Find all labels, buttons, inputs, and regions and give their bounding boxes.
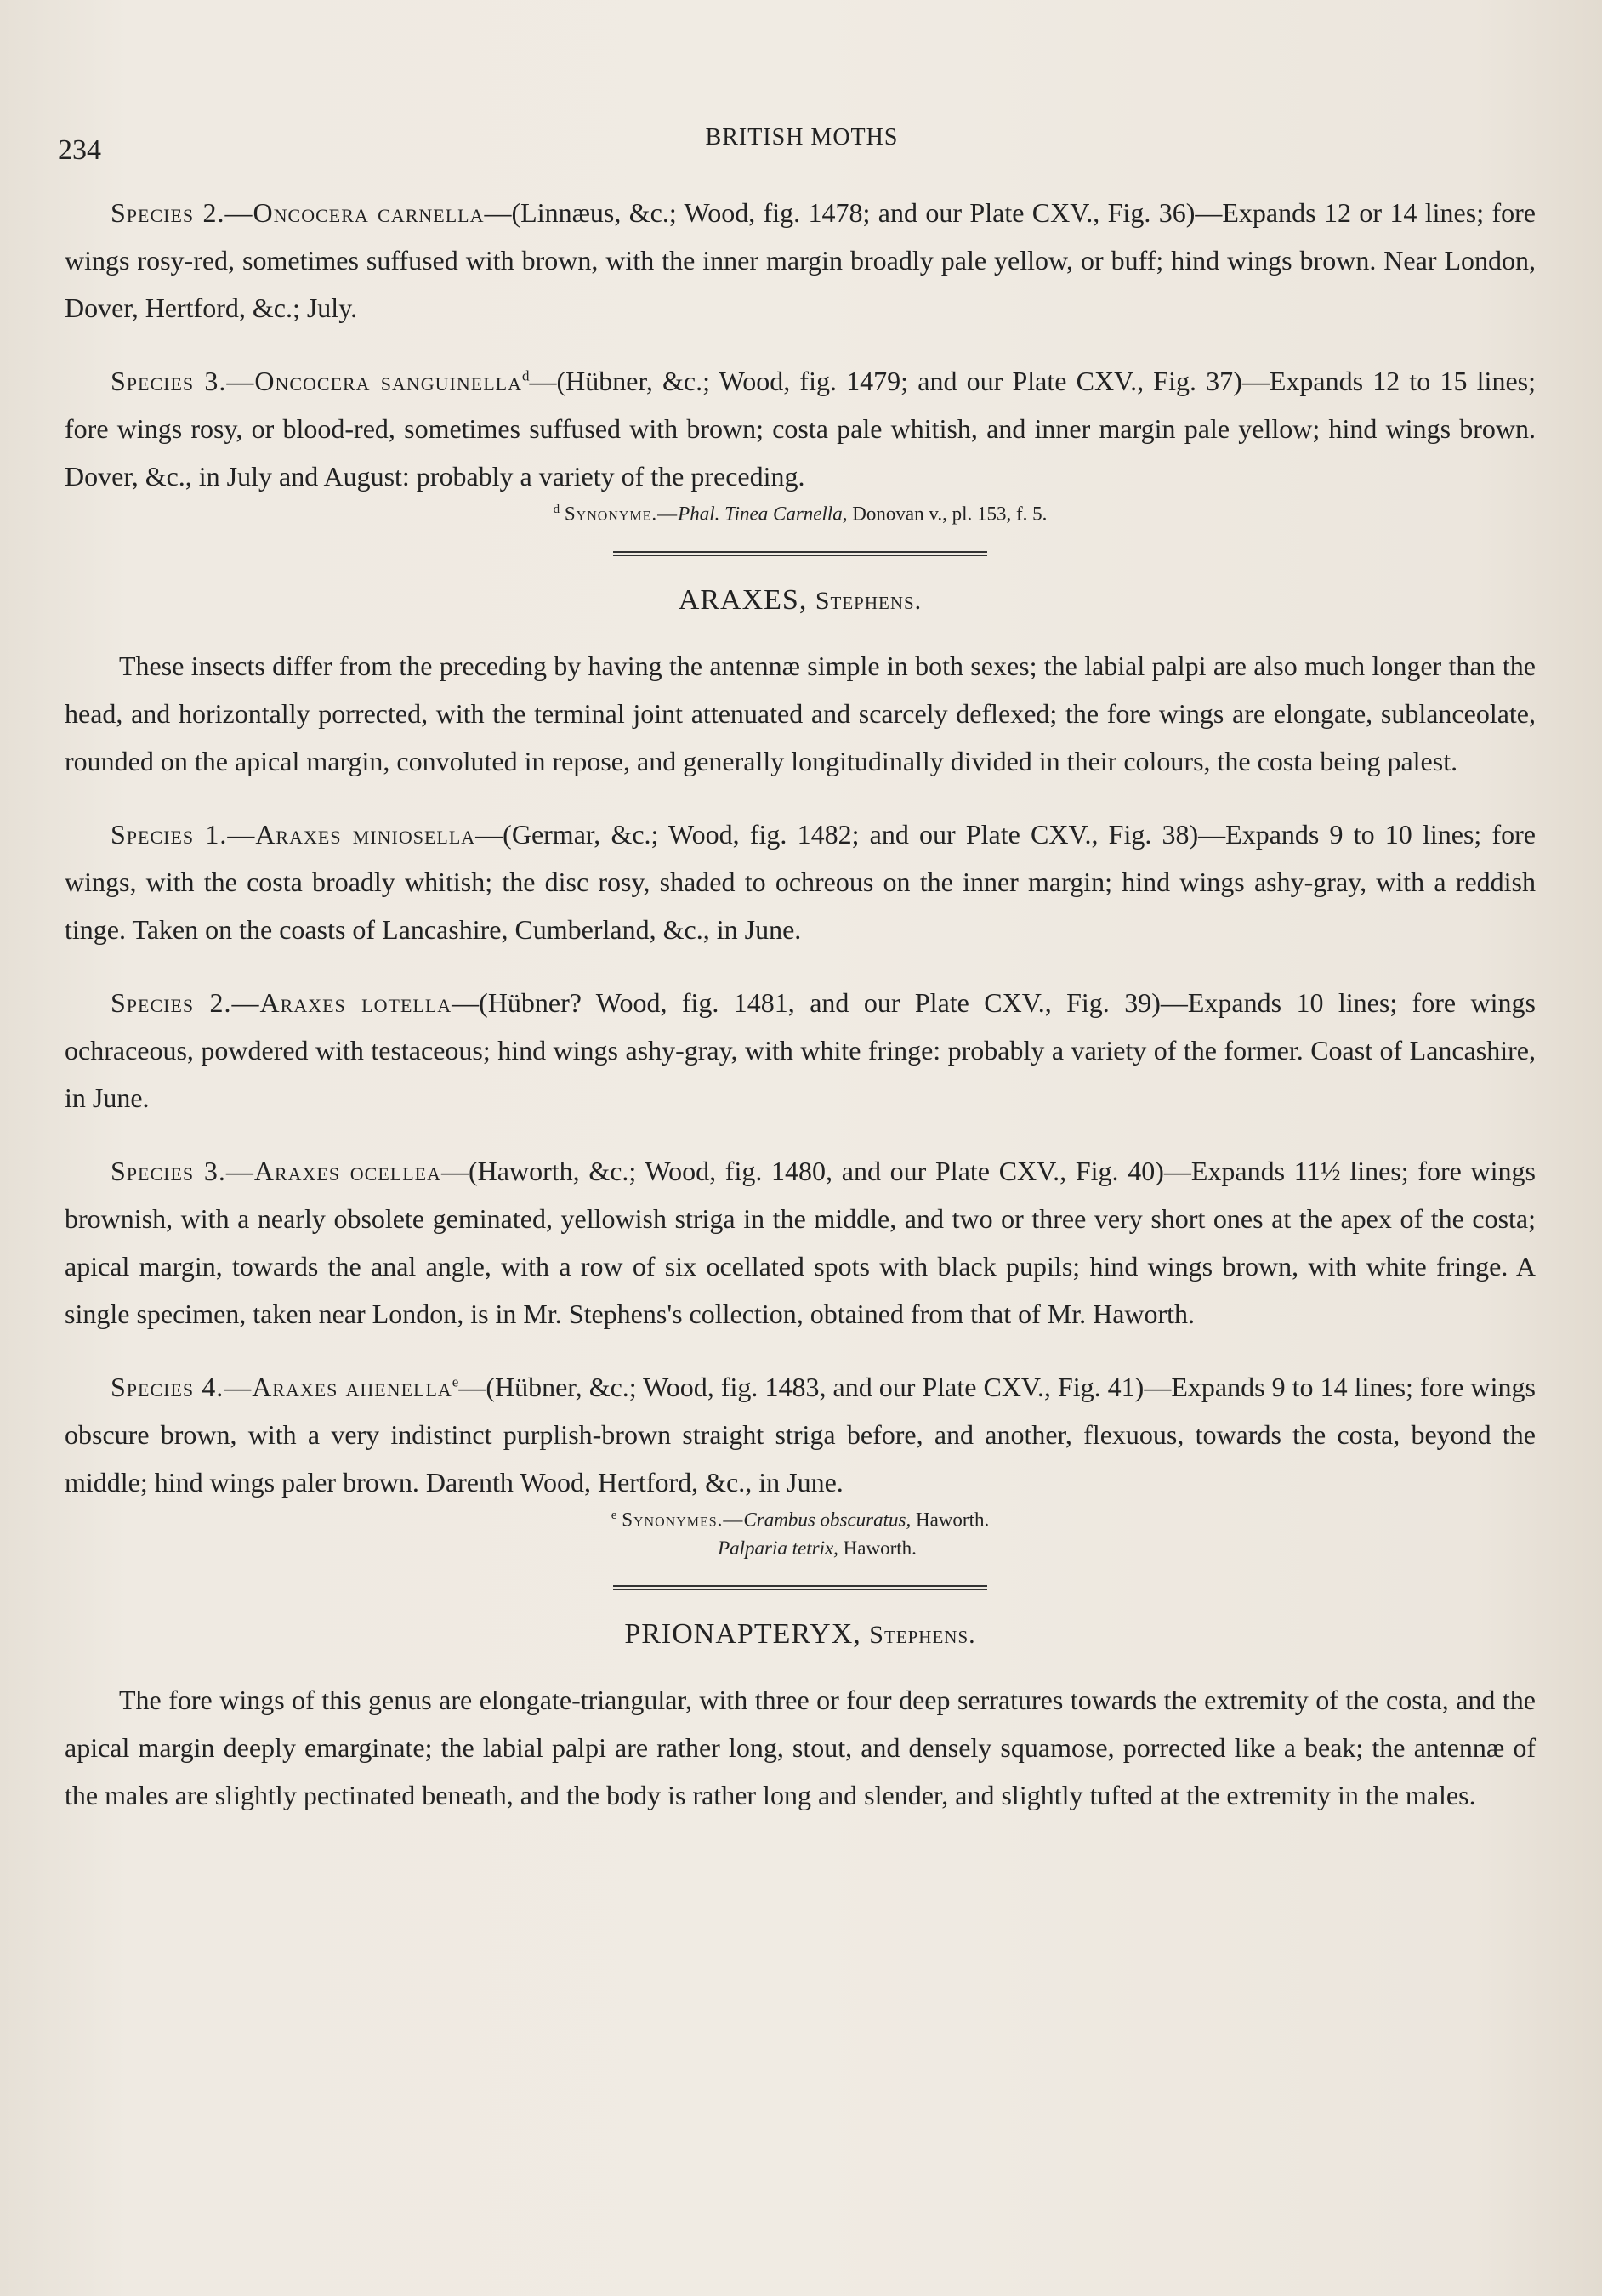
footnote-italic: Crambus obscuratus, <box>743 1509 912 1531</box>
genus-name: PRIONAPTERYX, <box>624 1618 861 1651</box>
genus-name: ARAXES, <box>678 583 808 616</box>
footnote-mark: e <box>611 1508 617 1522</box>
footnote-reference: d <box>521 367 530 384</box>
page-number: 234 <box>58 134 101 166</box>
species-label: Species 3.—Araxes ocellea <box>111 1155 441 1186</box>
species-label: Species 3.—Oncocera sanguinella <box>111 366 522 396</box>
species-entry-oncocera-carnella <box>65 189 1536 332</box>
genus-author: Stephens. <box>815 586 923 615</box>
species-description: —(Hübner? Wood, fig. 1481, and our Plate CXV., Fig. 39)—Expands 10 lines; fore wings ochraceous, powdered with testaceous; hind wings ashy-gray, with white fringe: probably a variety of the former. Coast of Lancashire, in June. <box>65 986 1536 1113</box>
genus-description-prionapteryx: The fore wings of this genus are elongate-triangular, with three or four deep serratures towards the extremity of the costa, and the apical margin deeply emarginate; the labial palpi are rather long, stout, and densely squamose, porrected like a beak; the antennæ of the males are slightly pectinated beneath, and the body is rather long and slender, and slightly tufted at the extremity in the males. <box>65 1685 1536 1811</box>
species-label: Species 4.—Araxes ahenella <box>111 1371 452 1402</box>
species-entry-araxes-lotella <box>65 979 1536 1122</box>
species-entry-araxes-ocellea <box>65 1147 1536 1338</box>
species-description: —(Hübner, &c.; Wood, fig. 1483, and our Plate CXV., Fig. 41)—Expands 9 to 14 lines; fore wings obscure brown, with a very indistinct purplish-brown straight striga before, and another, flexuous, towards the costa, beyond the middle; hind wings paler brown. Darenth Wood, Hertford, &c., in June. <box>65 1371 1537 1498</box>
footnote-italic: Palparia tetrix, <box>718 1537 838 1560</box>
fraction: ½ <box>1320 1155 1341 1186</box>
page-header <box>58 119 1546 170</box>
genus-heading-prionapteryx <box>65 1616 1536 1654</box>
genus-heading-araxes <box>65 582 1536 620</box>
species-description: —(Germar, &c.; Wood, fig. 1482; and our Plate CXV., Fig. 38)—Expands 9 to 10 lines; fore wings, with the costa broadly whitish; the disc rosy, shaded to ochreous on the inner margin; hind wings ashy-gray, with a reddish tinge. Taken on the coasts of Lancashire, Cumberland, &c., in June. <box>65 818 1537 945</box>
species-description: —(Linnæus, &c.; Wood, fig. 1478; and our Plate CXV., Fig. 36)—Expands 12 or 14 lines; fore wings rosy-red, sometimes suffused with brown, with the inner margin broadly pale yellow, or buff; hind wings brown. Near London, Dover, Hertford, &c.; July. <box>65 197 1537 323</box>
section-divider <box>613 1585 987 1590</box>
species-description: —(Haworth, &c.; Wood, fig. 1480, and our Plate CXV., Fig. 40)—Expands 11 <box>441 1155 1321 1186</box>
footnote-text: Donovan v., pl. 153, f. 5. <box>847 503 1048 525</box>
genus-author: Stephens. <box>869 1621 976 1650</box>
section-divider <box>613 551 987 556</box>
footnote-e-line-2 <box>65 1534 1536 1563</box>
running-title: BRITISH MOTHS <box>705 124 899 151</box>
species-description-continued: lines; fore wings brownish, with a nearly obsolete geminated, yellowish striga in the middle, and two or three very short ones at the apex of the costa; apical margin, towards the anal angle, with a row of six ocellated spots with black pupils; hind wings brown, with white fringe. A single specimen, taken near London, is in Mr. Stephens's collection, obtained from that of Mr. Haworth. <box>65 1155 1536 1329</box>
species-entry-oncocera-sanguinella <box>65 357 1536 500</box>
footnote-mark: d <box>553 503 560 516</box>
species-description: —(Hübner, &c.; Wood, fig. 1479; and our Plate CXV., Fig. 37)—Expands 12 to 15 lines; fore wings rosy, or blood-red, sometimes suffused with brown; costa pale whitish, and inner margin pale yellow; hind wings brown. Dover, &c., in July and August: probably a variety of the preceding. <box>65 366 1536 492</box>
species-label: Species 2.—Araxes lotella <box>111 986 452 1018</box>
footnote-reference: e <box>452 1373 459 1390</box>
genus-description-araxes: These insects differ from the preceding by having the antennæ simple in both sexes; the labial palpi are also much longer than the head, and horizontally porrected, with the terminal joint attenuated and scarcely deflexed; the fore wings are elongate, sublanceolate, rounded on the apical margin, convoluted in repose, and generally longitudinally divided in their colours, the costa being palest. <box>65 650 1536 776</box>
footnote-italic: Phal. Tinea Carnella, <box>678 503 848 525</box>
species-label: Species 1.—Araxes miniosella <box>111 818 476 850</box>
footnote-text: Haworth. <box>911 1509 990 1531</box>
species-entry-araxes-ahenella <box>65 1363 1536 1506</box>
footnote-label: Synonyme.— <box>564 503 679 525</box>
page-body <box>65 189 1536 1819</box>
footnote-label: Synonymes.— <box>622 1509 744 1531</box>
species-label: Species 2.—Oncocera carnella <box>111 197 485 228</box>
footnote-text: Haworth. <box>838 1537 917 1560</box>
species-entry-araxes-miniosella <box>65 810 1536 953</box>
